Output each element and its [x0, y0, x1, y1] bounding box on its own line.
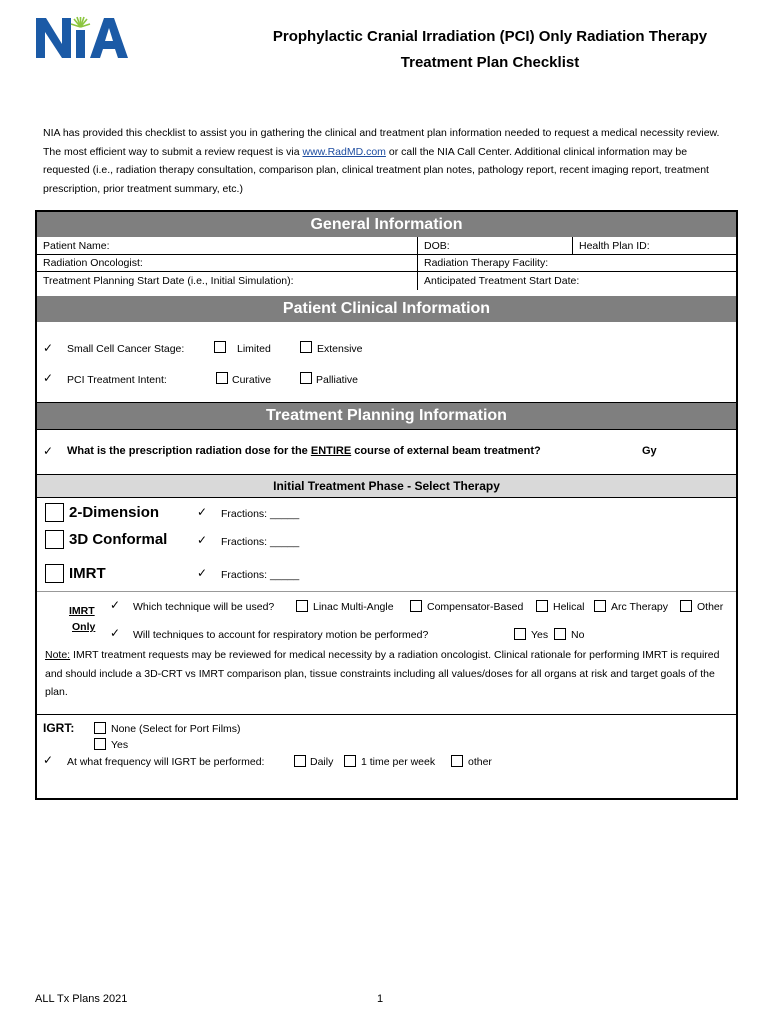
imrt-checkbox[interactable]	[45, 564, 64, 583]
divider	[37, 591, 736, 592]
helical-checkbox[interactable]	[536, 600, 548, 612]
igrt-yes-label: Yes	[111, 739, 129, 751]
divider	[37, 714, 736, 715]
limited-checkbox[interactable]	[214, 341, 226, 353]
checkmark-icon: ✓	[43, 371, 54, 385]
helical-label: Helical	[553, 601, 585, 613]
nia-logo	[36, 16, 138, 60]
checklist-form	[35, 210, 738, 800]
dose-question-emph: ENTIRE	[310, 445, 352, 457]
dose-question-post: course of external beam treatment?	[351, 445, 541, 457]
fractions-field[interactable]: Fractions: _____	[221, 536, 300, 548]
3d-conformal-label: 3D Conformal	[69, 531, 168, 548]
dose-question-pre: What is the prescription radiation dose for the	[67, 445, 311, 457]
checkmark-icon: ✓	[197, 566, 208, 580]
motion-yes-checkbox[interactable]	[514, 628, 526, 640]
checkmark-icon: ✓	[110, 598, 121, 612]
patient-name-field[interactable]: Patient Name:	[37, 237, 418, 255]
limited-label: Limited	[237, 343, 271, 355]
motion-no-checkbox[interactable]	[554, 628, 566, 640]
arc-therapy-checkbox[interactable]	[594, 600, 606, 612]
intro-paragraph	[43, 124, 733, 198]
motion-no-label: No	[571, 629, 585, 641]
other-technique-label: Other	[697, 601, 724, 613]
igrt-other-label: other	[468, 756, 492, 768]
radmd-link[interactable]: www.RadMD.com	[302, 145, 386, 158]
extensive-label: Extensive	[317, 343, 363, 355]
page-number: 1	[377, 993, 384, 1005]
planning-start-field[interactable]: Treatment Planning Start Date (i.e., Initial Simulation):	[37, 272, 418, 290]
dose-unit: Gy	[642, 445, 657, 457]
arc-therapy-label: Arc Therapy	[611, 601, 668, 613]
igrt-yes-checkbox[interactable]	[94, 738, 106, 750]
page-title: Prophylactic Cranial Irradiation (PCI) Only Radiation Therapy	[272, 28, 708, 45]
igrt-frequency-question: At what frequency will IGRT be performed:	[67, 756, 265, 768]
intro-text-1: NIA has provided this checklist to assist you in gathering the clinical and treatment plan information needed to request a medical necessity review. The most efficient way to submit a review request is via	[43, 127, 720, 158]
checkmark-icon: ✓	[43, 341, 54, 355]
compensator-checkbox[interactable]	[410, 600, 422, 612]
checkmark-icon: ✓	[197, 533, 208, 547]
stage-label: Small Cell Cancer Stage:	[67, 343, 185, 355]
clinical-info-heading: Patient Clinical Information	[37, 296, 736, 322]
fractions-field[interactable]: Fractions: _____	[221, 569, 300, 581]
anticipated-start-field[interactable]: Anticipated Treatment Start Date:	[424, 275, 580, 287]
extensive-checkbox[interactable]	[300, 341, 312, 353]
radiation-oncologist-field[interactable]: Radiation Oncologist:	[37, 255, 418, 272]
compensator-label: Compensator-Based	[427, 601, 524, 613]
footer-left: ALL Tx Plans 2021	[35, 993, 128, 1005]
phase-heading: Initial Treatment Phase - Select Therapy	[37, 474, 736, 498]
imrt-only-label-1: IMRT	[69, 605, 95, 617]
fractions-field[interactable]: Fractions: _____	[221, 508, 300, 520]
3d-conformal-checkbox[interactable]	[45, 530, 64, 549]
note-text: IMRT treatment requests may be reviewed for medical necessity by a radiation oncologist. Clinical rationale for performing IMRT is required and should include a 3D-CRT vs IMRT comparison plan, tissue constraints including all values/doses for all organs at risk and target goals of the plan.	[45, 649, 720, 698]
two-dimension-label: 2-Dimension	[69, 504, 160, 521]
checkmark-icon: ✓	[110, 626, 121, 640]
igrt-none-label: None (Select for Port Films)	[111, 723, 241, 735]
general-info-heading: General Information	[37, 212, 736, 237]
other-technique-checkbox[interactable]	[680, 600, 692, 612]
planning-info-heading: Treatment Planning Information	[37, 402, 736, 430]
igrt-label: IGRT:	[43, 721, 75, 735]
igrt-other-checkbox[interactable]	[451, 755, 463, 767]
imrt-note	[45, 646, 730, 702]
checkmark-icon: ✓	[43, 444, 54, 458]
igrt-none-checkbox[interactable]	[94, 722, 106, 734]
facility-field[interactable]: Radiation Therapy Facility:	[418, 255, 736, 272]
two-dimension-checkbox[interactable]	[45, 503, 64, 522]
linac-label: Linac Multi-Angle	[313, 601, 394, 613]
dose-question	[67, 445, 541, 457]
checkmark-icon: ✓	[43, 753, 54, 767]
nia-logo-graphic	[36, 16, 138, 60]
intro-text-2: or call the NIA Call Center. Additional clinical information may be requested (i.e., radiation therapy consultation, comparison plan, clinical treatment plan notes, pathology report, recent imaging report, treatment prescription, prior treatment summary, etc.)	[43, 145, 709, 195]
linac-checkbox[interactable]	[296, 600, 308, 612]
imrt-label: IMRT	[69, 565, 106, 582]
curative-checkbox[interactable]	[216, 372, 228, 384]
motion-question: Will techniques to account for respiratory motion be performed?	[133, 629, 429, 641]
note-label: Note:	[45, 649, 71, 661]
igrt-weekly-checkbox[interactable]	[344, 755, 356, 767]
technique-question: Which technique will be used?	[133, 601, 275, 613]
imrt-only-label-2: Only	[72, 621, 96, 633]
health-plan-id-field[interactable]: Health Plan ID:	[573, 237, 736, 255]
palliative-label: Palliative	[316, 374, 359, 386]
igrt-daily-label: Daily	[310, 756, 334, 768]
curative-label: Curative	[232, 374, 272, 386]
checkmark-icon: ✓	[197, 505, 208, 519]
palliative-checkbox[interactable]	[300, 372, 312, 384]
page-subtitle: Treatment Plan Checklist	[400, 54, 580, 71]
dob-field[interactable]: DOB:	[418, 237, 573, 255]
motion-yes-label: Yes	[531, 629, 549, 641]
igrt-weekly-label: 1 time per week	[361, 756, 436, 768]
intent-label: PCI Treatment Intent:	[67, 374, 167, 386]
igrt-daily-checkbox[interactable]	[294, 755, 306, 767]
